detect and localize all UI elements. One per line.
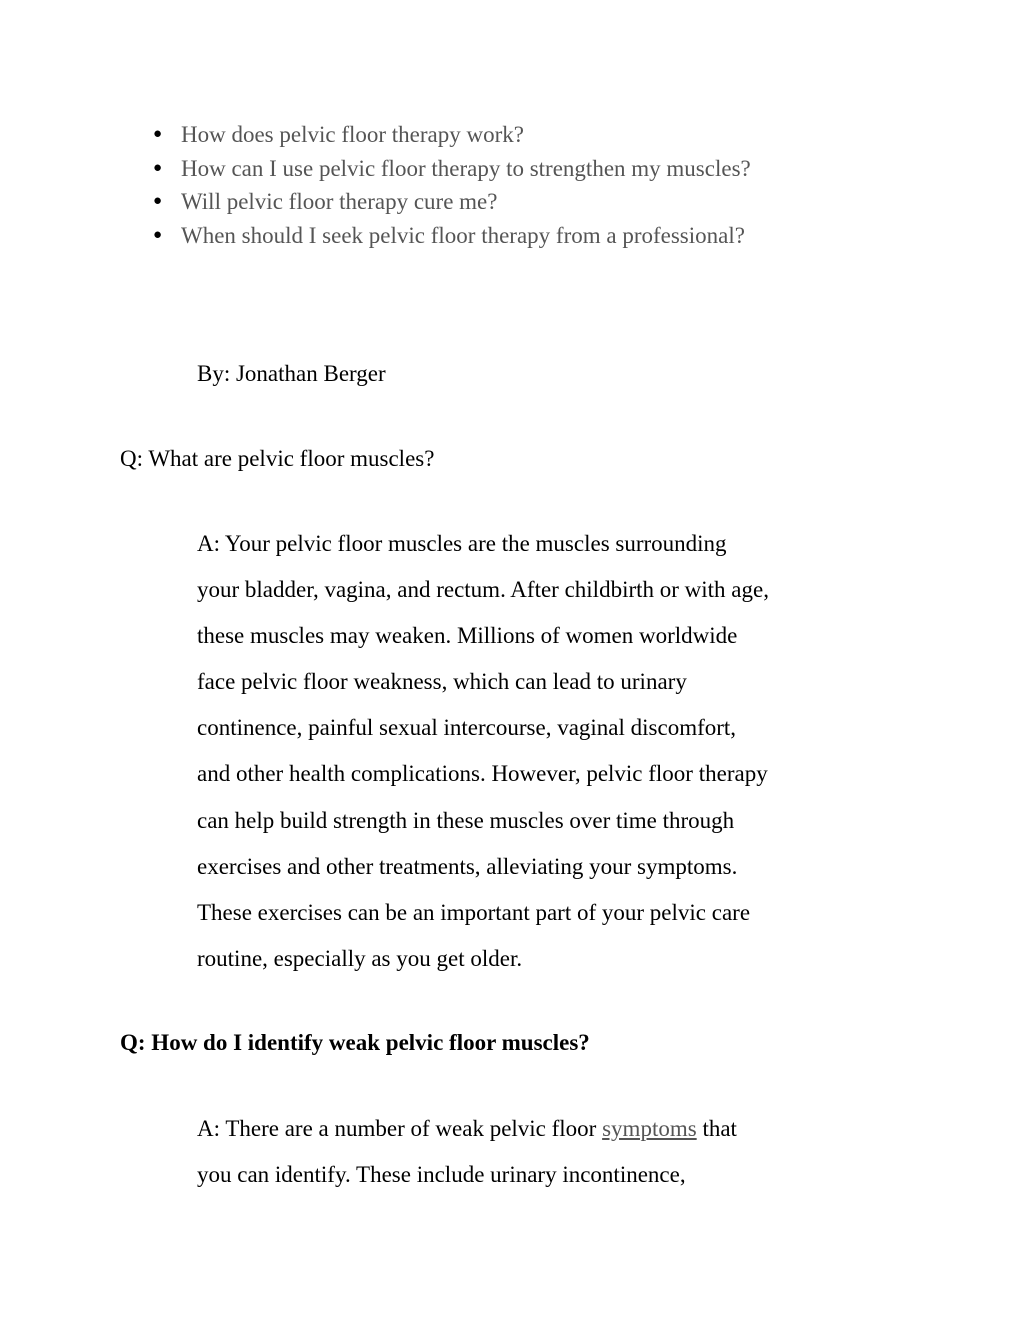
bullet-icon: ● (153, 226, 163, 243)
bullet-icon: ● (153, 159, 163, 176)
answer-line: you can identify. These include urinary incontinence, (197, 1162, 686, 1188)
answer-line: These exercises can be an important part of your pelvic care (197, 899, 751, 925)
question-heading: Q: How do I identify weak pelvic floor muscles? (120, 1030, 590, 1055)
symptoms-link[interactable]: symptoms (602, 1116, 697, 1141)
answer-line: face pelvic floor weakness, which can lead to urinary (197, 669, 687, 695)
toc-item (150, 118, 751, 152)
answer-line: A: Your pelvic floor muscles are the muscles surrounding (197, 531, 727, 556)
toc-item-text: When should I seek pelvic floor therapy from a professional? (181, 222, 745, 248)
answer-paragraph (197, 1106, 837, 1198)
answer-line: routine, especially as you get older. (197, 945, 523, 971)
bullet-icon: ● (153, 193, 163, 209)
answer-line: can help build strength in these muscles over time through (197, 807, 735, 833)
answer-line: and other health complications. However, pelvic floor therapy (197, 761, 768, 787)
toc-item (150, 152, 751, 186)
answer-text: A: There are a number of weak pelvic floor (197, 1116, 603, 1141)
answer-text: that (696, 1116, 737, 1141)
answer-line: exercises and other treatments, alleviating your symptoms. (197, 853, 738, 879)
toc-item-text: How can I use pelvic floor therapy to strengthen my muscles? (181, 155, 751, 181)
answer-line: your bladder, vagina, and rectum. After childbirth or with age, (197, 577, 769, 603)
answer-line: these muscles may weaken. Millions of women worldwide (197, 623, 738, 649)
question-heading: Q: What are pelvic floor muscles? (120, 446, 435, 471)
answer-line: continence, painful sexual intercourse, vaginal discomfort, (197, 715, 737, 741)
toc-item-text: How does pelvic floor therapy work? (181, 122, 524, 147)
table-of-contents-list (150, 118, 751, 252)
author-byline: By: Jonathan Berger (197, 361, 386, 386)
toc-item (150, 219, 751, 253)
bullet-icon: ● (153, 126, 163, 142)
answer-line (197, 1106, 837, 1152)
toc-item-text: Will pelvic floor therapy cure me? (181, 189, 498, 214)
toc-item (150, 185, 751, 219)
answer-paragraph (197, 521, 837, 982)
